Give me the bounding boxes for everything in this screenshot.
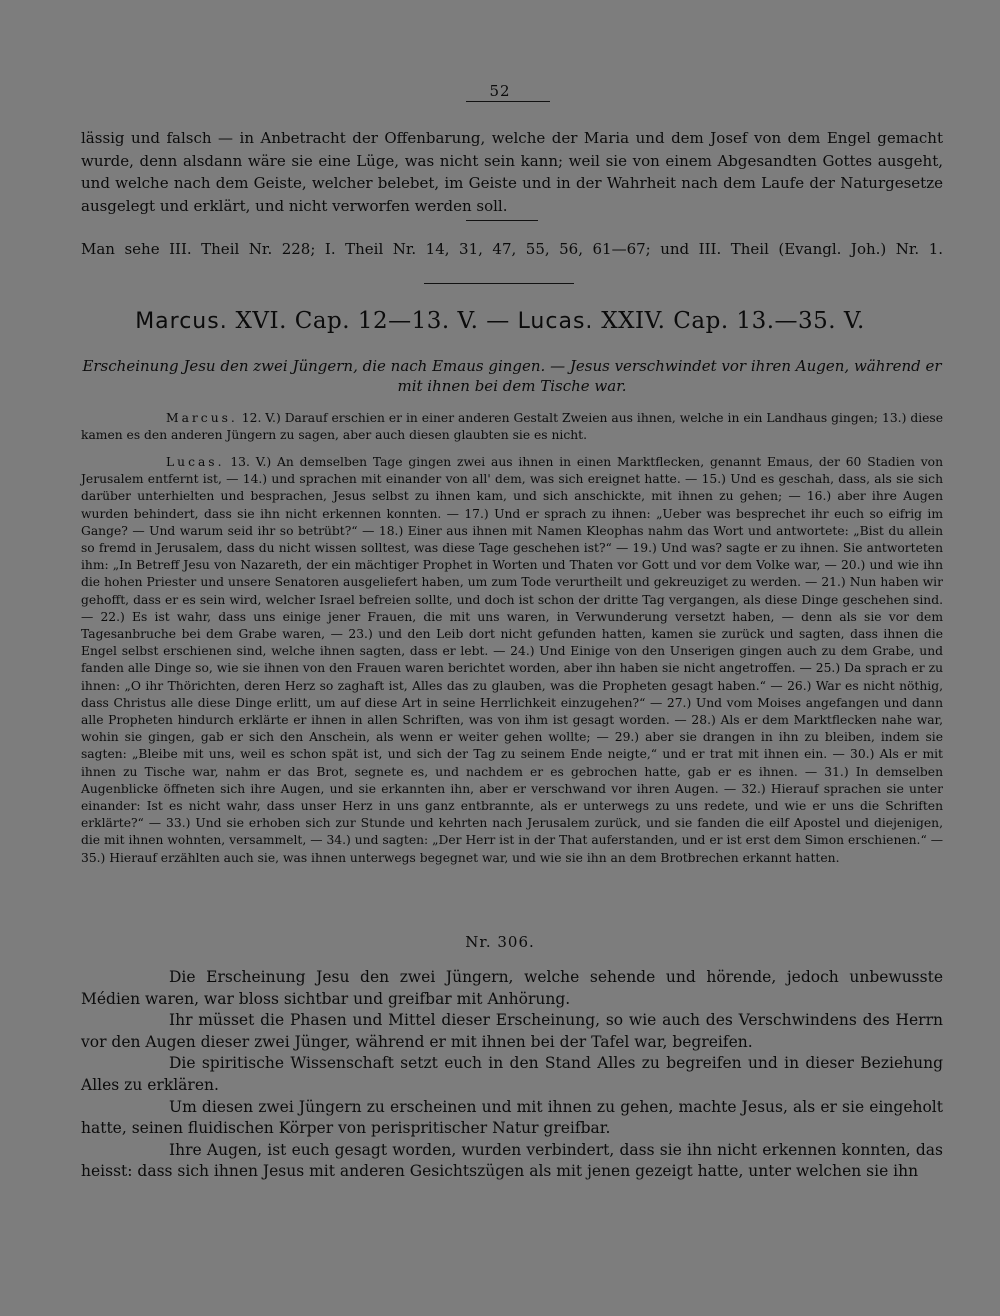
heading-lucas: Lucas. <box>517 309 594 334</box>
commentary-body <box>81 967 943 1183</box>
marcus-label: Marcus. <box>166 411 238 425</box>
body-paragraph: Ihr müsset die Phasen und Mittel dieser Erscheinung, so wie auch des Verschwindens des Herrn vor den Augen dieser zwei Jünger, während er mit ihnen bei der Tafel war, begreifen. <box>81 1011 943 1051</box>
marcus-passage <box>81 410 943 444</box>
page-number-rule <box>466 101 550 102</box>
marcus-text: 12. V.) Darauf erschien er in einer anderen Gestalt Zweien aus ihnen, welche in ein Landhaus gingen; 13.) diese kamen es den anderen Jüngern zu sagen, aber auch diesen glaubten sie es nicht. <box>81 411 943 443</box>
heading-lucas-ref: XXIV. Cap. 13.—35. V. <box>601 308 865 334</box>
body-paragraph: Die Erscheinung Jesu den zwei Jüngern, welche sehende und hörende, jedoch unbewusste Médien waren, war bloss sichtbar und greifbar mit Anhörung. <box>81 968 943 1008</box>
heading-marcus: Marcus. <box>135 309 228 334</box>
body-paragraph: Ihre Augen, ist euch gesagt worden, wurden verbindert, dass sie ihn nicht erkennen konnten, das heisst: dass sich ihnen Jesus mit anderen Gesichtszügen als mit jenen gezeigt hatte, unter welchen sie ihn <box>81 1140 943 1181</box>
section-heading <box>0 308 1000 334</box>
lucas-text: 13. V.) An demselben Tage gingen zwei aus ihnen in einen Marktflecken, genannt Emaus, der 60 Stadien von Jerusalem entfernt ist, — 14.) und sprachen mit einander von all' dem, was sich ereignet hatte. — 15.) Und es geschah, dass, als sie sich darüber unterhielten und besprachen, Jesus selbst zu ihnen kam, und sich anschickte, mit ihnen zu gehen; — 16.) aber ihre Augen wurden behindert, dass sie ihn nicht erkennen konnten. — 17.) Und er sprach zu ihnen: „Ueber was besprechet ihr euch so eifrig im Gange? — Und warum seid ihr so betrübt?“ — 18.) Einer aus ihnen mit Namen Kleophas nahm das Wort und antwortete: „Bist du allein so fremd in Jerusalem, dass du nicht wissen solltest, was diese Tage geschehen ist?“ — 19.) Und was? sagte er zu ihnen. Sie antworteten ihm: „In Betreff Jesu von Nazareth, der ein mächtiger Prophet in Worten und Thaten vor Gott und vor dem Volke war, — 20.) und wie ihn die hohen Priester und unsere Senatoren ausgeliefert haben, um zum Tode verurtheilt und gekreuziget zu werden. — 21.) Nun haben wir gehofft, dass er es sein wird, welcher Israel befreien sollte, und doch ist schon der dritte Tag vergangen, als diese Dinge geschehen sind. — 22.) Es ist wahr, dass uns einige jener Frauen, die mit uns waren, in Verwunderung versetzt haben, — denn als sie vor dem Tagesanbruche bei dem Grabe waren, — 23.) und den Leib dort nicht gefunden hatten, kamen sie zurück und sagten, dass ihnen die Engel selbst erschienen sind, welche ihnen sagten, dass er lebt. — 24.) Und Einige von den Unserigen gingen auch zu dem Grabe, und fanden alle Dinge so, wie sie ihnen von den Frauen waren berichtet worden, aber ihn haben sie nicht angetroffen. — 25.) Da sprach er zu ihnen: „O ihr Thörichten, deren Herz so zaghaft ist, Alles das zu glauben, was die Propheten gesagt haben.“ — 26.) War es nicht nöthig, dass Christus alle diese Dinge erlitt, um auf diese Art in seine Herrlichkeit einzugehen?“ — 27.) Und vom Moises angefangen und dann alle Propheten hindurch erklärte er ihnen in allen Schriften, was von ihm ist gesagt worden. — 28.) Als er dem Marktflecken nahe war, wohin sie gingen, gab er sich den Anschein, als wenn er weiter gehen wollte; — 29.) aber sie drangen in ihn zu bleiben, indem sie sagten: „Bleibe mit uns, weil es schon spät ist, und sich der Tag zu seinem Ende neigte,“ und er trat mit ihnen ein. — 30.) Als er mit ihnen zu Tische war, nahm er das Brot, segnete es, und nachdem er es gebrochen hatte, gab er es ihnen. — 31.) In demselben Augenblicke öffneten sich ihre Augen, und sie erkannten ihn, aber er verschwand vor ihren Augen. — 32.) Hierauf sprachen sie unter einander: Ist es nicht wahr, dass unser Herz in uns ganz entbrannte, als er unterwegs zu uns redete, und wie er uns die Schriften erklärte?“ — 33.) Und sie erhoben sich zur Stunde und kehrten nach Jerusalem zurück, und sie fanden die eilf Apostel und diejenigen, die mit ihnen wohnten, versammelt, — 34.) und sagten: „Der Herr ist in der That auferstanden, und er ist erst dem Simon erschienen.“ — 35.) Hierauf erzählten auch sie, was ihnen unterwegs begegnet war, und wie sie ihn an dem Brotbrechen erkannt hatten. <box>81 455 943 865</box>
section-divider <box>424 283 574 284</box>
intro-paragraph: lässig und falsch — in Anbetracht der Offenbarung, welche der Maria und dem Josef von dem Engel gemacht wurde, denn alsdann wäre sie eine Lüge, was nicht sein kann; weil sie von einem Abgesandten Gottes ausgeht, und welche nach dem Geiste, welcher belebet, im Geiste und in der Wahrheit nach dem Laufe der Naturgesetze ausgelegt und erklärt, und nicht verworfen werden soll. <box>81 129 943 215</box>
reference-line: Man sehe III. Theil Nr. 228; I. Theil Nr. 14, 31, 47, 55, 56, 61—67; und III. Theil (Evangl. Joh.) Nr. 1. <box>81 240 943 258</box>
body-paragraph: Die spiritische Wissenschaft setzt euch in den Stand Alles zu begreifen und in dieser Beziehung Alles zu erklären. <box>81 1054 943 1094</box>
page-number: 52 <box>489 82 511 100</box>
section-subtitle: Erscheinung Jesu den zwei Jüngern, die nach Emaus gingen. — Jesus verschwindet vor ihren Augen, während er mit ihnen bei dem Tische war. <box>82 357 942 395</box>
lucas-passage <box>81 454 943 867</box>
heading-marcus-ref: XVI. Cap. 12—13. V. — <box>235 308 510 334</box>
lucas-label: Lucas. <box>166 455 225 469</box>
section-divider <box>466 220 538 221</box>
body-paragraph: Um diesen zwei Jüngern zu erscheinen und mit ihnen zu gehen, machte Jesus, als er sie eingeholt hatte, seinen fluidischen Körper von perispritischer Natur greifbar. <box>81 1097 943 1138</box>
number-heading: Nr. 306. <box>465 933 535 951</box>
